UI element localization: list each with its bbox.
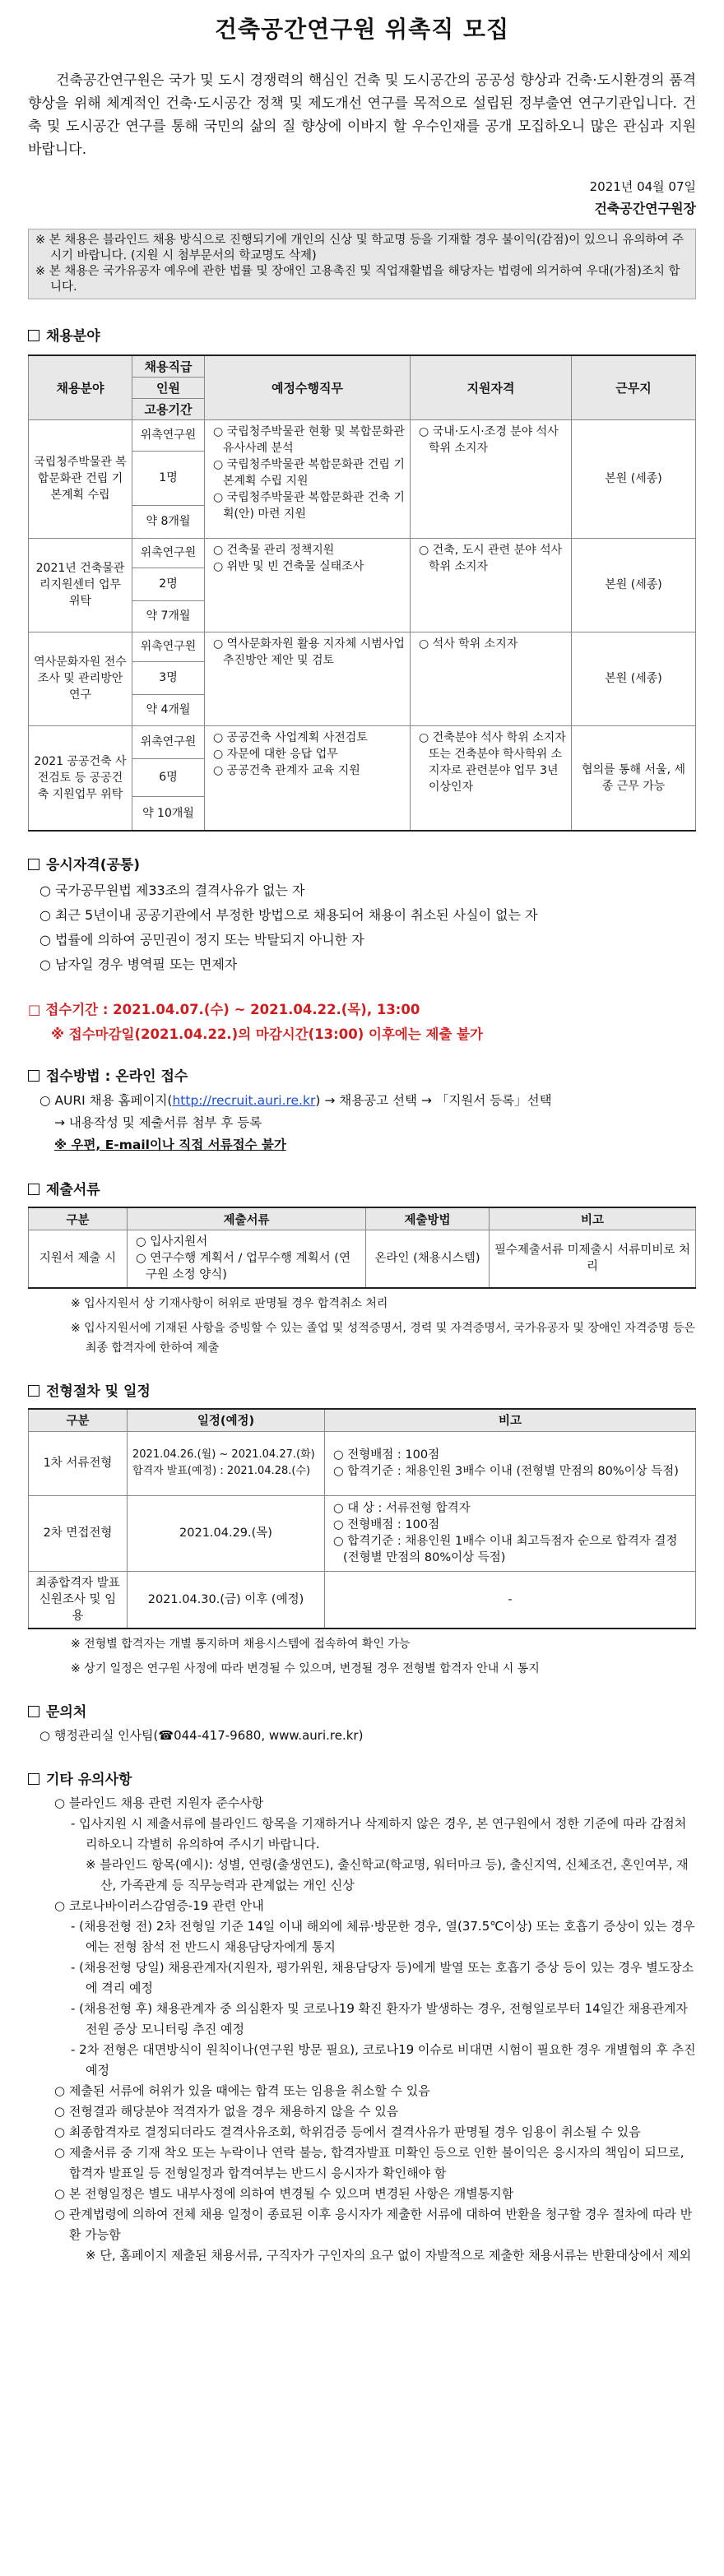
blind-notice-box bbox=[28, 229, 696, 299]
doc-item: ○ 연구수행 계획서 / 업무수행 계획서 (연구원 소정 양식) bbox=[136, 1252, 350, 1282]
recruit-site-link[interactable]: http://recruit.auri.re.kr bbox=[172, 1093, 316, 1108]
schedule-footnote: ※ 전형별 합격자는 개별 통지하며 채용시스템에 접속하여 확인 가능 bbox=[71, 1637, 411, 1651]
header-cell: 비고 bbox=[325, 1409, 696, 1432]
list-item: ○ 국가공무원법 제33조의 결격사유가 없는 자 bbox=[39, 878, 696, 903]
position-period: 약 8개월 bbox=[132, 505, 205, 538]
section-title: 접수방법 : 온라인 접수 bbox=[28, 1064, 696, 1085]
position-duties bbox=[205, 538, 411, 632]
position-field: 국립청주박물관 복합문화관 건립 기본계획 수립 bbox=[29, 419, 132, 538]
section-title: 문의처 bbox=[28, 1700, 696, 1721]
apply-line: ○ AURI 채용 홈페이지(http://recruit.auri.re.kr) → 채용공고 선택 → 「지원서 등록」선택 bbox=[39, 1093, 552, 1108]
position-count: 2명 bbox=[132, 568, 205, 600]
schedule-text: 2021.04.26.(월) ~ 2021.04.27.(화) bbox=[132, 1448, 315, 1461]
notice-date: 2021년 04월 07일 bbox=[589, 179, 696, 194]
position-place: 본원 (세종) bbox=[572, 538, 696, 632]
qual-item: ○ 석사 학위 소지자 bbox=[419, 637, 518, 651]
notes-list bbox=[39, 1793, 696, 2266]
issuer-name: 건축공간연구원장 bbox=[594, 201, 696, 216]
list-item: ○ 최근 5년이내 공공기관에서 부정한 방법으로 채용되어 채용이 취소된 사실이 없는 자 bbox=[39, 903, 696, 928]
duty-item: ○ 공공건축 관계자 교육 지원 bbox=[213, 763, 360, 777]
documents-note: ※ 입사지원서에 기재된 사항을 증빙할 수 있는 졸업 및 성적증명서, 경력 및 자격증명서, 국가유공자 및 장애인 자격증명 등은 최종 합격자에 한하여 제출 bbox=[71, 1321, 695, 1355]
position-count: 3명 bbox=[132, 661, 205, 694]
table-cell bbox=[128, 1230, 366, 1288]
schedule-note: ○ 합격기준 : 채용인원 1배수 이내 최고득점자 순으로 합격자 결정(전형별 만점의 80%이상 득점) bbox=[333, 1535, 678, 1564]
table-cell: 최종합격자 발표 신원조사 및 임용 bbox=[29, 1571, 128, 1629]
documents-table bbox=[28, 1207, 696, 1289]
apply-line: → 내용작성 및 제출서류 첨부 후 등록 bbox=[54, 1115, 262, 1130]
position-duties bbox=[205, 632, 411, 725]
duty-item: ○ 자문에 대한 응답 업무 bbox=[213, 747, 338, 761]
schedule-table bbox=[28, 1408, 696, 1629]
checkbox-square-icon bbox=[28, 1070, 39, 1082]
section-title: 채용분야 bbox=[28, 324, 696, 345]
note-item: ○ 본 전형일정은 별도 내부사정에 의하여 변경될 수 있으며 변경된 사항은 개별통지함 bbox=[54, 2185, 514, 2201]
schedule-footnote: ※ 상기 일정은 연구원 사정에 따라 변경될 수 있으며, 변경될 경우 전형별 합격자 안내 시 통지 bbox=[71, 1661, 540, 1675]
note-item: ○ 최종합격자로 결정되더라도 결격사유조회, 학위검증 등에서 결격사유가 판명될 경우 임용이 취소될 수 있음 bbox=[54, 2124, 641, 2139]
contact-info bbox=[39, 1726, 696, 1746]
table-cell bbox=[325, 1431, 696, 1495]
notice-line: ※ 본 채용은 국가유공자 예우에 관한 법률 및 장애인 고용촉진 및 직업재활법을 해당자는 법령에 의거하여 우대(가점)조치 합니다. bbox=[35, 265, 680, 294]
checkbox-square-icon bbox=[28, 1385, 39, 1397]
section-title: 전형절차 및 일정 bbox=[28, 1379, 696, 1400]
section-title: 응시자격(공통) bbox=[28, 853, 696, 873]
duty-item: ○ 국립청주박물관 복합문화관 건립 기본계획 수립 지원 bbox=[213, 457, 405, 488]
table-cell: - bbox=[325, 1571, 696, 1629]
checkbox-square-icon bbox=[28, 1184, 39, 1195]
table-cell bbox=[325, 1495, 696, 1571]
page-title: 건축공간연구원 위촉직 모집 bbox=[214, 16, 510, 43]
schedule-text: 합격자 발표(예정) : 2021.04.28.(수) bbox=[132, 1465, 311, 1477]
checkbox-square-icon bbox=[28, 1773, 39, 1785]
header-cell: 구분 bbox=[29, 1207, 128, 1230]
position-type: 위촉연구원 bbox=[132, 632, 205, 661]
intro-paragraph: 건축공간연구원은 국가 및 도시 경쟁력의 핵심인 건축 및 도시공간의 공공성 향상과 건축·도시환경의 품격 향상을 위해 체계적인 건축·도시공간 정책 및 제도개선 연구를 목적으로 설립된 정부출연 연구기관입니다. 건축 및 도시공간 연구를 통해 국민의 삶의 질 향상에 이바지 할 우수인재를 공개 모집하오니 많은 관심과 지원 바랍니다. bbox=[28, 72, 696, 158]
duty-item: ○ 국립청주박물관 복합문화관 건축 기획(안) 마련 지원 bbox=[213, 490, 405, 521]
section-title: 제출서류 bbox=[28, 1178, 696, 1198]
position-qual bbox=[411, 538, 572, 632]
header-cell: 일정(예정) bbox=[128, 1409, 325, 1432]
table-cell: 2021.04.29.(목) bbox=[128, 1495, 325, 1571]
table-cell: 1차 서류전형 bbox=[29, 1431, 128, 1495]
apply-warning: ※ 우편, E-mail이나 직접 서류접수 불가 bbox=[54, 1137, 286, 1152]
note-item: ○ 제출서류 중 기재 착오 또는 누락이나 연락 불능, 합격자발표 미확인 등으로 인한 불이익은 응시자의 책임이 되므로, 합격자 발표일 등 전형일정과 합격여부는 반드시 응시자가 확인해야 함 bbox=[54, 2144, 685, 2180]
position-place: 협의를 통해 서울, 세종 근무 가능 bbox=[572, 725, 696, 831]
position-count: 6명 bbox=[132, 758, 205, 796]
note-item: - 입사지원 시 제출서류에 블라인드 항목을 기재하거나 삭제하지 않은 경우, 본 연구원에서 정한 기준에 따라 감점처리하오니 각별히 유의하여 주시기 바랍니다. bbox=[71, 1815, 687, 1851]
table-cell: 2021.04.30.(금) 이후 (예정) bbox=[128, 1571, 325, 1629]
list-item: ○ 남자일 경우 병역필 또는 면제자 bbox=[39, 952, 696, 977]
deadline-warning: ※ 접수마감일(2021.04.22.)의 마감시간(13:00) 이후에는 제출 불가 bbox=[51, 1026, 483, 1042]
table-cell: 온라인 (채용시스템) bbox=[366, 1230, 490, 1288]
header-period: 고용기간 bbox=[132, 398, 205, 419]
duty-item: ○ 역사문화자원 활용 지자체 시범사업 추진방안 제안 및 검토 bbox=[213, 637, 405, 667]
note-item: - 2차 전형은 대면방식이 원칙이나(연구원 방문 필요), 코로나19 이슈로 비대면 시험이 필요한 경우 개별협의 후 추진 예정 bbox=[71, 2041, 696, 2078]
documents-note: ※ 입사지원서 상 기재사항이 허위로 판명될 경우 합격취소 처리 bbox=[71, 1296, 388, 1310]
duty-item: ○ 건축물 관리 정책지원 bbox=[213, 543, 335, 557]
schedule-note: ○ 대 상 : 서류전형 합격자 bbox=[333, 1502, 471, 1515]
position-field: 2021 공공건축 사전검토 등 공공건축 지원업무 위탁 bbox=[29, 725, 132, 831]
header-duty: 예정수행직무 bbox=[205, 355, 411, 419]
notice-line: ※ 본 채용은 블라인드 채용 방식으로 진행되기에 개인의 신상 및 학교명 등을 기재할 경우 불이익(감점)이 있으니 유의하여 주시기 바랍니다. (지원 시 첨부문서의 학교명도 삭제) bbox=[35, 234, 685, 262]
position-type: 위촉연구원 bbox=[132, 419, 205, 451]
position-type: 위촉연구원 bbox=[132, 725, 205, 758]
position-qual bbox=[411, 632, 572, 725]
position-count: 1명 bbox=[132, 451, 205, 505]
note-item: - (채용전형 당일) 채용관계자(지원자, 평가위원, 채용담당자 등)에게 발열 또는 호흡기 증상 등이 있는 경우 별도장소에 격리 예정 bbox=[71, 1959, 694, 1995]
position-duties bbox=[205, 419, 411, 538]
position-period: 약 10개월 bbox=[132, 796, 205, 831]
section-title: 기타 유의사항 bbox=[28, 1768, 696, 1788]
list-item: ○ 법률에 의하여 공민권이 정지 또는 박탈되지 아니한 자 bbox=[39, 928, 696, 952]
deadline-line: □ 접수기간 : 2021.04.07.(수) ~ 2021.04.22.(목), 13:00 bbox=[28, 1002, 420, 1017]
checkbox-square-icon bbox=[28, 1706, 39, 1717]
schedule-note: ○ 전형배점 : 100점 bbox=[333, 1518, 440, 1531]
qual-item: ○ 건축분야 석사 학위 소지자 또는 건축분야 학사학위 소지자로 관련분야 업무 3년 이상인자 bbox=[419, 730, 566, 794]
header-cell: 비고 bbox=[490, 1207, 696, 1230]
note-item: ○ 블라인드 채용 관련 지원자 준수사항 bbox=[54, 1795, 264, 1810]
header-place: 근무지 bbox=[572, 355, 696, 419]
position-type: 위촉연구원 bbox=[132, 538, 205, 568]
checkbox-square-icon bbox=[28, 330, 39, 341]
header-qual: 지원자격 bbox=[411, 355, 572, 419]
schedule-note: ○ 전형배점 : 100점 bbox=[333, 1448, 440, 1462]
schedule-note: ○ 합격기준 : 채용인원 3배수 이내 (전형별 만점의 80%이상 득점) bbox=[333, 1465, 679, 1478]
checkbox-square-icon bbox=[28, 859, 39, 870]
header-cell: 제출서류 bbox=[128, 1207, 366, 1230]
duty-item: ○ 위반 및 빈 건축물 실태조사 bbox=[213, 559, 364, 573]
note-item: ○ 관계법령에 의하여 전체 채용 일정이 종료된 이후 응시자가 제출한 서류에 대하여 반환을 청구할 경우 절차에 따라 반환 가능함 bbox=[54, 2206, 693, 2242]
note-item: ○ 전형결과 해당분야 적격자가 없을 경우 채용하지 않을 수 있음 bbox=[54, 2103, 399, 2119]
position-field: 2021년 건축물관리지원센터 업무 위탁 bbox=[29, 538, 132, 632]
qual-item: ○ 국내·도시·조경 분야 석사 학위 소지자 bbox=[419, 424, 559, 455]
position-period: 약 7개월 bbox=[132, 600, 205, 632]
header-field: 채용분야 bbox=[29, 355, 132, 419]
note-item: ※ 블라인드 항목(예시): 성별, 연령(출생연도), 출신학교(학교명, 워터마크 등), 출신지역, 신체조건, 혼인여부, 재산, 가족관계 등 직무능력과 관계없는 개인 신상 bbox=[86, 1856, 689, 1893]
table-cell: 지원서 제출 시 bbox=[29, 1230, 128, 1288]
header-cell: 제출방법 bbox=[366, 1207, 490, 1230]
table-cell: 필수제출서류 미제출시 서류미비로 처리 bbox=[490, 1230, 696, 1288]
header-type: 채용직급 bbox=[132, 355, 205, 377]
duty-item: ○ 공공건축 사업계획 사전검토 bbox=[213, 730, 368, 744]
position-duties bbox=[205, 725, 411, 831]
position-place: 본원 (세종) bbox=[572, 632, 696, 725]
apply-method bbox=[39, 1090, 696, 1156]
header-count: 인원 bbox=[132, 377, 205, 398]
contact-line: ○ 행정관리실 인사팀(☎044-417-9680, www.auri.re.kr) bbox=[39, 1727, 364, 1743]
position-field: 역사문화자원 전수조사 및 관리방안 연구 bbox=[29, 632, 132, 725]
table-cell bbox=[128, 1431, 325, 1495]
header-cell: 구분 bbox=[29, 1409, 128, 1432]
note-item: ○ 코로나바이러스감염증-19 관련 안내 bbox=[54, 1897, 264, 1913]
positions-table bbox=[28, 354, 696, 832]
doc-item: ○ 입사지원서 bbox=[136, 1235, 208, 1249]
eligibility-list bbox=[39, 878, 696, 977]
note-item: ○ 제출된 서류에 허위가 있을 때에는 합격 또는 임용을 취소할 수 있음 bbox=[54, 2083, 430, 2098]
note-item: ※ 단, 홈페이지 제출된 채용서류, 구직자가 구인자의 요구 없이 자발적으로 제출한 채용서류는 반환대상에서 제외 bbox=[86, 2247, 692, 2263]
note-item: - (채용전형 후) 채용관계자 중 의심환자 및 코로나19 확진 환자가 발생하는 경우, 전형일로부터 14일간 채용관계자 전원 증상 모니터링 추진 예정 bbox=[71, 2000, 688, 2036]
table-cell: 2차 면접전형 bbox=[29, 1495, 128, 1571]
qual-item: ○ 건축, 도시 관련 분야 석사 학위 소지자 bbox=[419, 543, 563, 573]
duty-item: ○ 국립청주박물관 현황 및 복합문화관 유사사례 분석 bbox=[213, 424, 405, 455]
note-item: - (채용전형 전) 2차 전형일 기준 14일 이내 해외에 체류·방문한 경우, 열(37.5℃이상) 또는 호흡기 증상이 있는 경우에는 전형 참석 전 반드시 채용담당자에게 통지 bbox=[71, 1918, 695, 1954]
position-period: 약 4개월 bbox=[132, 694, 205, 725]
position-qual bbox=[411, 419, 572, 538]
position-place: 본원 (세종) bbox=[572, 419, 696, 538]
position-qual bbox=[411, 725, 572, 831]
